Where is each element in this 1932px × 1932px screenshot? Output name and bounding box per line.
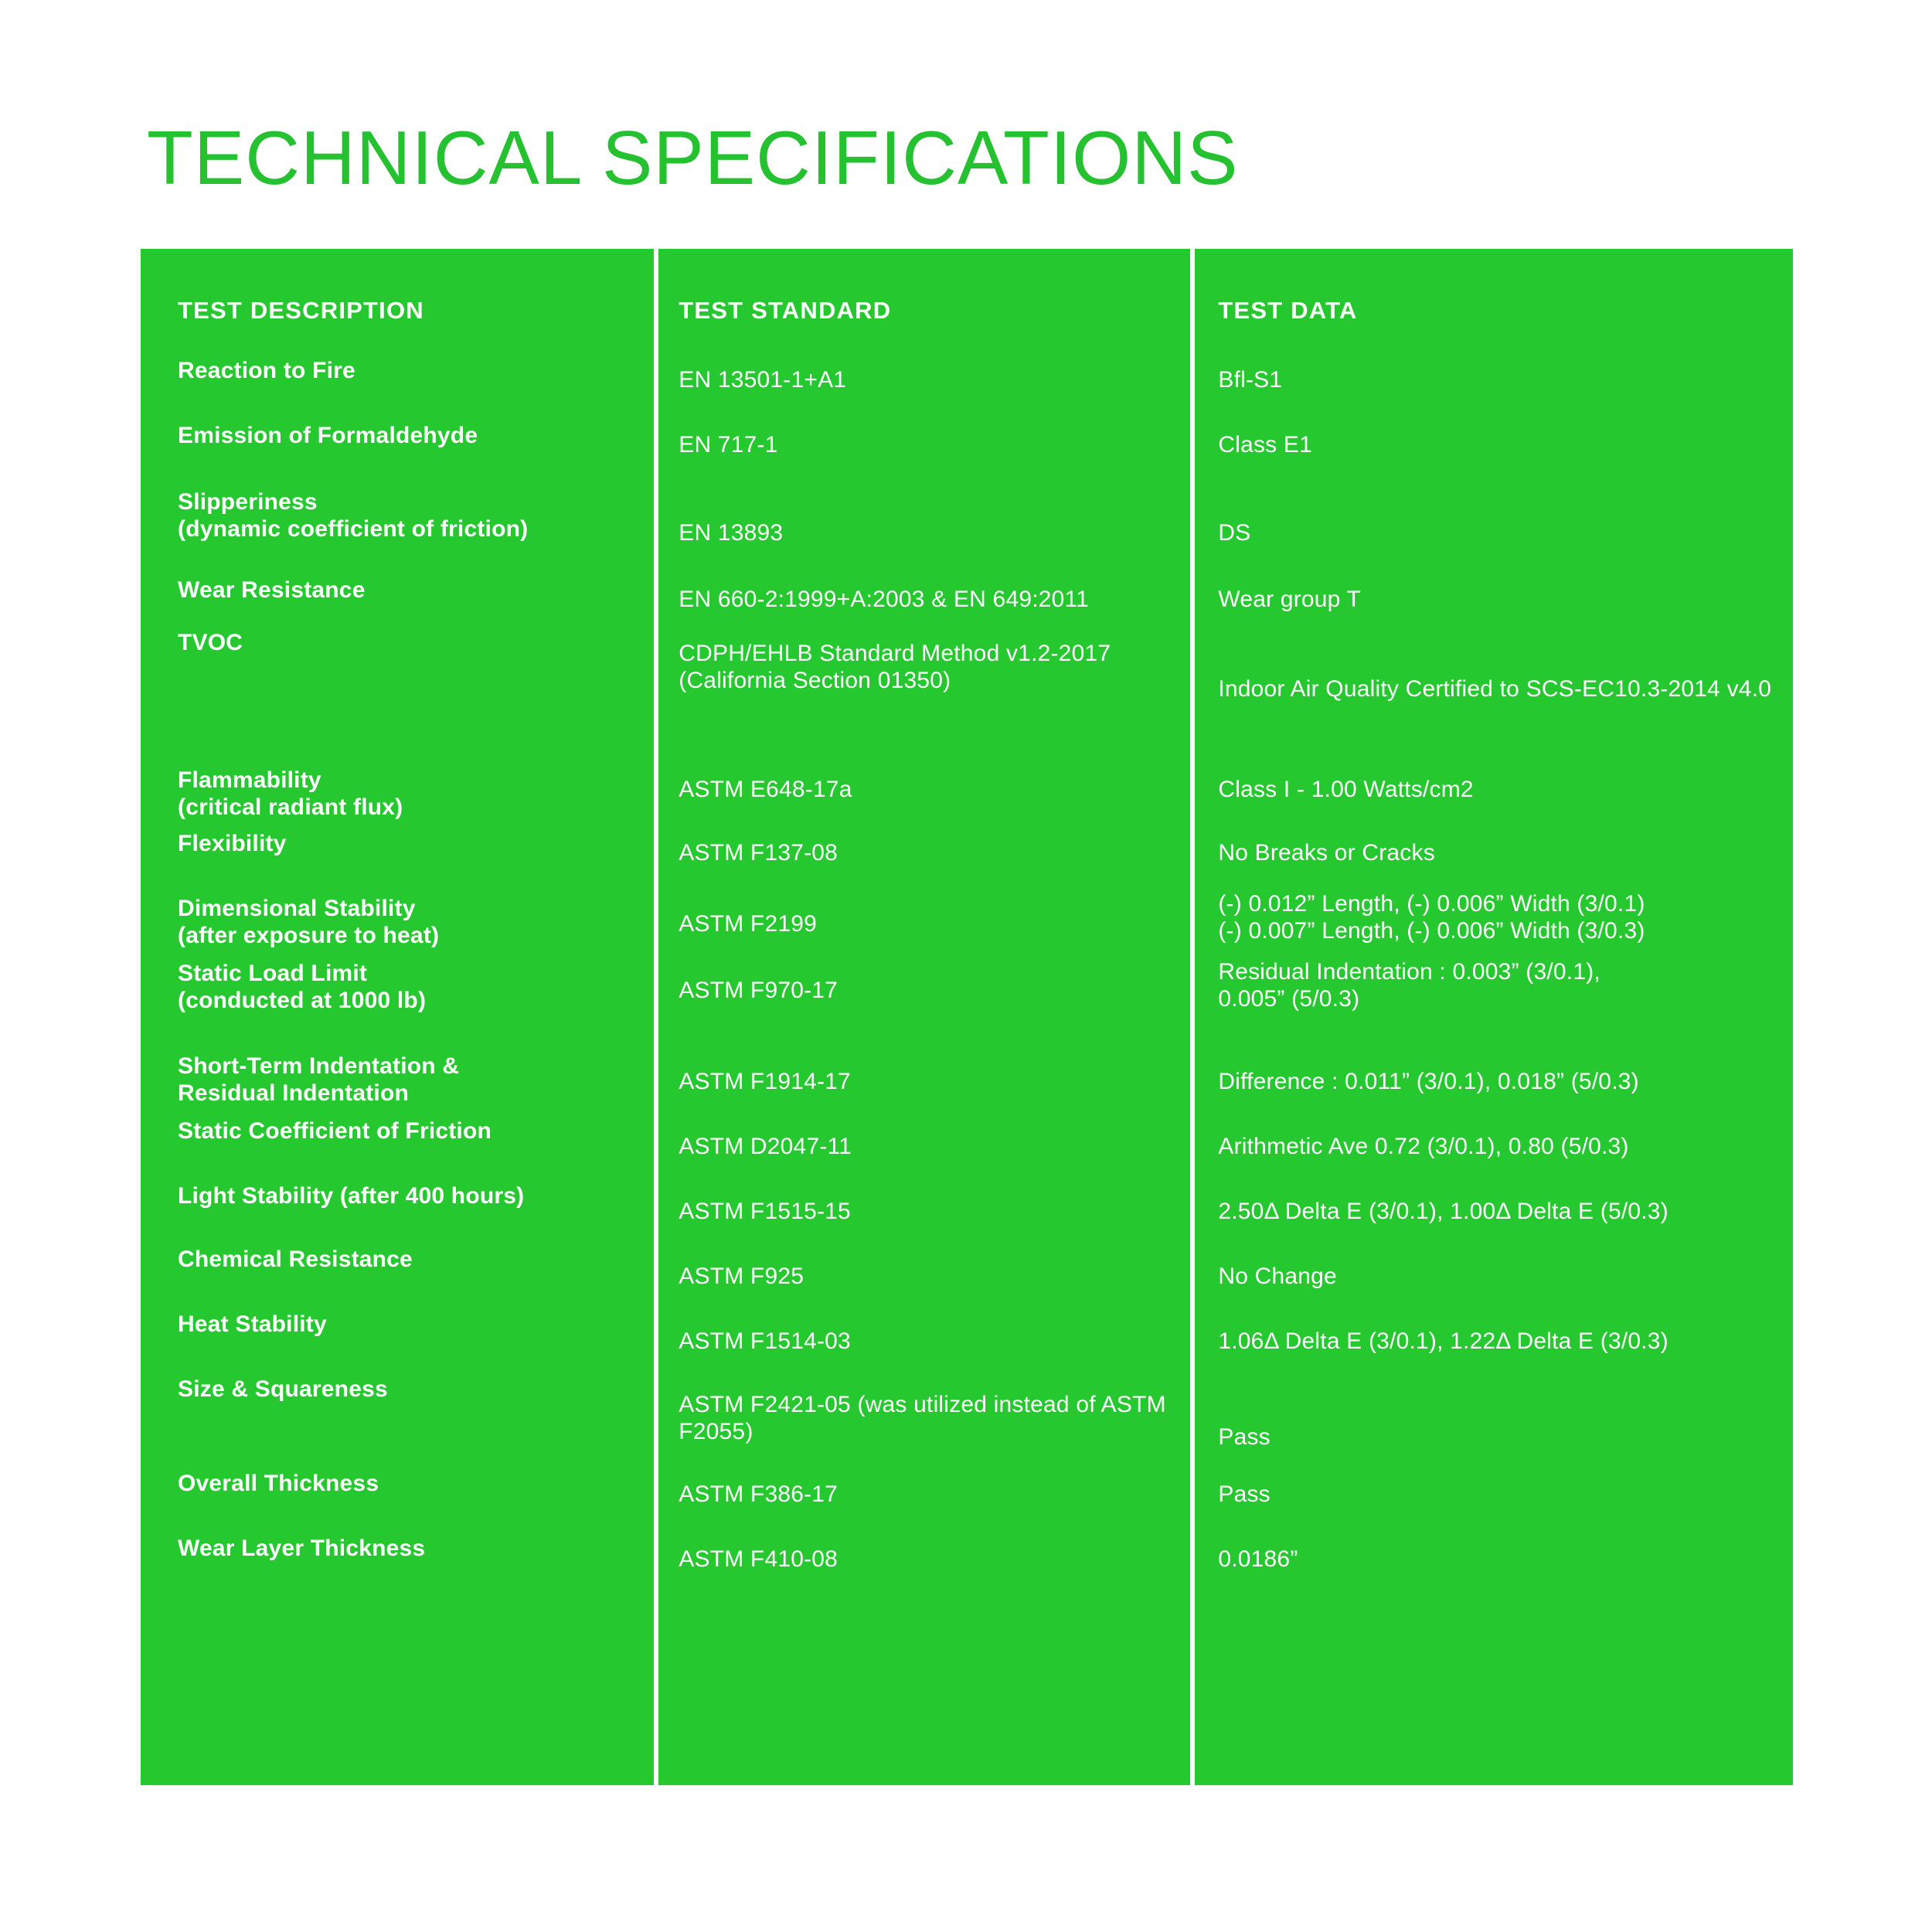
cell-test-description: Short-Term Indentation & Residual Indentation bbox=[178, 1053, 460, 1107]
cell-test-standard: ASTM F386-17 bbox=[679, 1481, 838, 1507]
cell-test-description: Chemical Resistance bbox=[178, 1247, 413, 1272]
cell-test-description: Static Load Limit (conducted at 1000 lb) bbox=[178, 961, 427, 1014]
cell-test-description: Flammability (critical radiant flux) bbox=[178, 767, 403, 821]
cell-test-standard: ASTM F137-08 bbox=[679, 840, 838, 866]
cell-test-data: No Change bbox=[1218, 1264, 1337, 1289]
cell-test-description: Emission of Formaldehyde bbox=[178, 423, 478, 448]
cell-test-standard: CDPH/EHLB Standard Method v1.2-2017 (California Section 01350) bbox=[679, 641, 1111, 694]
cell-test-standard: ASTM F1514-03 bbox=[679, 1328, 851, 1354]
cell-test-standard: ASTM F410-08 bbox=[679, 1546, 838, 1572]
cell-test-data: DS bbox=[1218, 520, 1251, 546]
cell-test-data: Bfl-S1 bbox=[1218, 367, 1283, 393]
cell-test-data: 0.0186” bbox=[1218, 1546, 1298, 1572]
column-test-description bbox=[141, 249, 654, 1785]
column-header-test-data: TEST DATA bbox=[1218, 297, 1358, 324]
cell-test-description: Wear Resistance bbox=[178, 577, 366, 603]
cell-test-standard: EN 660-2:1999+A:2003 & EN 649:2011 bbox=[679, 587, 1090, 612]
cell-test-standard: ASTM E648-17a bbox=[679, 777, 852, 802]
cell-test-standard: EN 13893 bbox=[679, 520, 784, 546]
cell-test-data: Residual Indentation : 0.003” (3/0.1), 0.005” (5/0.3) bbox=[1218, 959, 1600, 1012]
cell-test-data: Difference : 0.011” (3/0.1), 0.018” (5/0.3) bbox=[1218, 1069, 1639, 1094]
column-header-test-standard: TEST STANDARD bbox=[679, 297, 892, 324]
cell-test-standard: ASTM F1914-17 bbox=[679, 1069, 851, 1094]
cell-test-standard: ASTM F1515-15 bbox=[679, 1199, 851, 1224]
cell-test-standard: ASTM F2199 bbox=[679, 911, 817, 937]
cell-test-standard: ASTM D2047-11 bbox=[679, 1134, 852, 1159]
cell-test-description: Static Coefficient of Friction bbox=[178, 1118, 492, 1144]
column-test-standard bbox=[658, 249, 1190, 1785]
cell-test-description: Flexibility bbox=[178, 831, 287, 856]
cell-test-standard: ASTM F970-17 bbox=[679, 978, 838, 1003]
cell-test-data: 2.50Δ Delta E (3/0.1), 1.00Δ Delta E (5/0.3) bbox=[1218, 1199, 1668, 1224]
cell-test-data: Pass bbox=[1218, 1481, 1270, 1507]
technical-specifications-table bbox=[141, 249, 1793, 1785]
cell-test-data: Wear group T bbox=[1218, 587, 1362, 612]
cell-test-description: Heat Stability bbox=[178, 1311, 327, 1337]
cell-test-standard: ASTM F2421-05 (was utilized instead of ASTM F2055) bbox=[679, 1392, 1166, 1445]
cell-test-data: 1.06Δ Delta E (3/0.1), 1.22Δ Delta E (3/0.3) bbox=[1218, 1328, 1668, 1354]
cell-test-description: Overall Thickness bbox=[178, 1471, 379, 1496]
cell-test-description: Size & Squareness bbox=[178, 1376, 388, 1402]
cell-test-data: (-) 0.012” Length, (-) 0.006” Width (3/0.1) (-) 0.007” Length, (-) 0.006” Width (3/0.3) bbox=[1218, 891, 1645, 944]
cell-test-standard: EN 13501-1+A1 bbox=[679, 367, 847, 393]
page-title: TECHNICAL SPECIFICATIONS bbox=[147, 115, 1239, 200]
cell-test-standard: ASTM F925 bbox=[679, 1264, 804, 1289]
cell-test-description: Dimensional Stability (after exposure to heat) bbox=[178, 896, 440, 949]
cell-test-standard: EN 717-1 bbox=[679, 432, 778, 457]
cell-test-description: Wear Layer Thickness bbox=[178, 1536, 426, 1561]
column-test-data bbox=[1195, 249, 1793, 1785]
cell-test-data: Indoor Air Quality Certified to SCS-EC10.3-2014 v4.0 bbox=[1218, 676, 1772, 702]
cell-test-data: Class I - 1.00 Watts/cm2 bbox=[1218, 777, 1474, 802]
cell-test-description: Light Stability (after 400 hours) bbox=[178, 1183, 525, 1209]
cell-test-description: Reaction to Fire bbox=[178, 358, 355, 383]
cell-test-description: TVOC bbox=[178, 630, 243, 655]
cell-test-description: Slipperiness (dynamic coefficient of friction) bbox=[178, 489, 529, 543]
cell-test-data: Arithmetic Ave 0.72 (3/0.1), 0.80 (5/0.3) bbox=[1218, 1134, 1629, 1159]
column-header-test-description: TEST DESCRIPTION bbox=[178, 297, 424, 324]
cell-test-data: Pass bbox=[1218, 1424, 1270, 1450]
cell-test-data: Class E1 bbox=[1218, 432, 1313, 457]
cell-test-data: No Breaks or Cracks bbox=[1218, 840, 1435, 866]
